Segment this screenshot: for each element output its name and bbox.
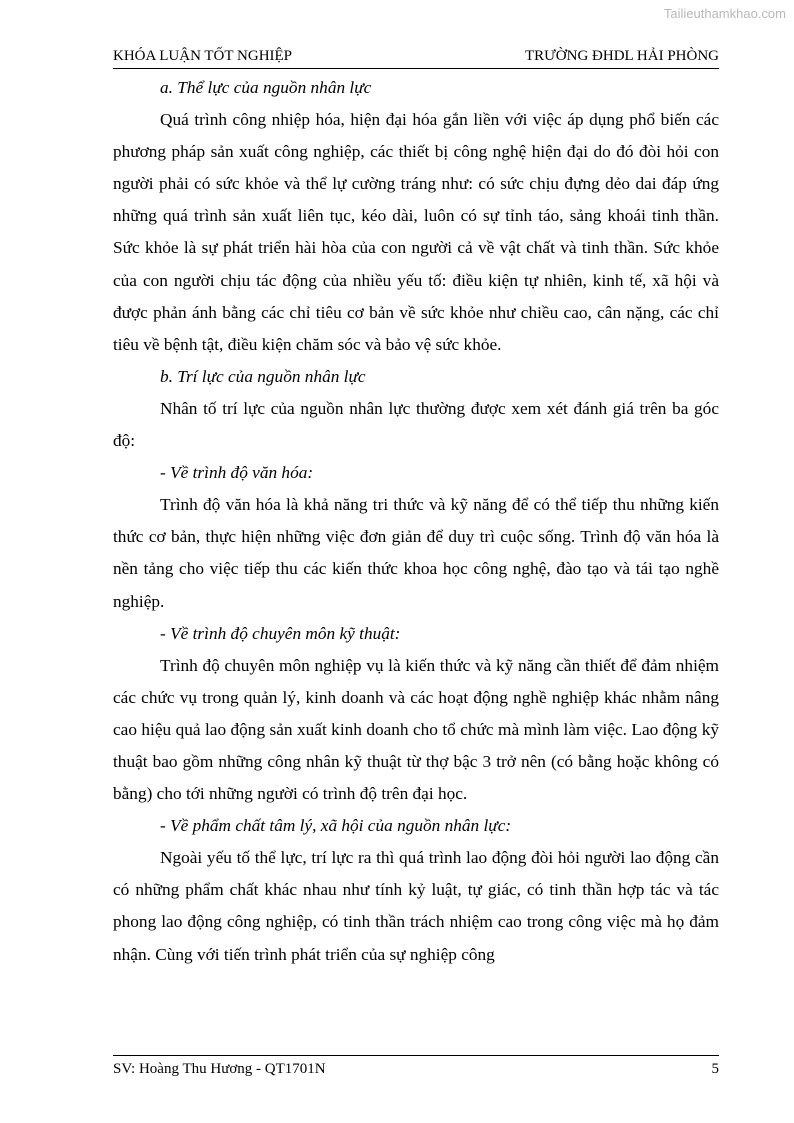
- section-heading-physical: a. Thể lực của nguồn nhân lực: [160, 78, 372, 97]
- subheading-psychosocial: - Về phẩm chất tâm lý, xã hội của nguồn nhân lực:: [160, 816, 512, 836]
- document-body: [113, 72, 719, 971]
- paragraph-physical: Quá trình công nhiệp hóa, hiện đại hóa gắn liền với việc áp dụng phổ biến các phương pháp sản xuất công nghiệp, các thiết bị công nghệ hiện đại do đó đòi hỏi con người phải có sức khỏe và thể lự cường tráng như: có sức chịu đựng dẻo dai đáp ứng những quá trình sản xuất liên tục, kéo dài, luôn có sự tỉnh táo, sảng khoái tinh thần. Sức khỏe là sự phát triển hài hòa của con người cả về vật chất và tinh thần. Sức khỏe của con người chịu tác động của nhiều yếu tố: điều kiện tự nhiên, kinh tế, xã hội và được phản ánh bằng các chỉ tiêu cơ bản về sức khỏe như chiều cao, cân nặng, các chỉ tiêu về bệnh tật, điều kiện chăm sóc và bảo vệ sức khỏe.: [113, 110, 719, 354]
- section-heading-intellectual: b. Trí lực của nguồn nhân lực: [160, 366, 366, 386]
- footer-student: SV: Hoàng Thu Hương - QT1701N: [113, 1061, 326, 1077]
- paragraph-technical-level: Trình độ chuyên môn nghiệp vụ là kiến thức và kỹ năng cần thiết để đảm nhiệm các chức vụ trong quản lý, kinh doanh và các hoạt động nghề nghiệp khác nhằm nâng cao hiệu quả lao động sản xuất kinh doanh cho tổ chức mà mình làm việc. Lao động kỹ thuật bao gồm những công nhân kỹ thuật từ thợ bậc 3 trở nên (có bằng hoặc không có bằng) cho tới những người có trình độ trên đại học.: [113, 655, 719, 804]
- page-number: 5: [711, 1061, 719, 1077]
- subheading-education-level: - Về trình độ văn hóa:: [160, 463, 314, 483]
- page-footer: [113, 1055, 719, 1077]
- subheading-technical-level: - Về trình độ chuyên môn kỹ thuật:: [160, 623, 401, 643]
- paragraph-education-level: Trình độ văn hóa là khả năng tri thức và kỹ năng để có thể tiếp thu những kiến thức cơ bản, thực hiện những việc đơn giản để duy trì cuộc sống. Trình độ văn hóa là nền tảng cho việc tiếp thu các kiến thức khoa học công nghệ, đào tạo và tái tạo nghề nghiệp.: [113, 495, 719, 611]
- watermark: Tailieuthamkhao.com: [663, 6, 786, 21]
- paragraph-intellectual-intro: Nhân tố trí lực của nguồn nhân lực thường được xem xét đánh giá trên ba góc độ:: [113, 398, 719, 451]
- header-university: TRƯỜNG ĐHDL HẢI PHÒNG: [525, 48, 719, 64]
- paragraph-psychosocial: Ngoài yếu tố thể lực, trí lực ra thì quá trình lao động đòi hỏi người lao động cần có những phẩm chất khác nhau như tính kỷ luật, tự giác, có tinh thần hợp tác và tác phong lao động công nghiệp, có tinh thần trách nhiệm cao trong công việc mà họ đảm nhận. Cùng với tiến trình phát triển của sự nghiệp công: [113, 848, 719, 964]
- header-thesis-title: KHÓA LUẬN TỐT NGHIỆP: [113, 48, 293, 64]
- page-header: [113, 48, 719, 69]
